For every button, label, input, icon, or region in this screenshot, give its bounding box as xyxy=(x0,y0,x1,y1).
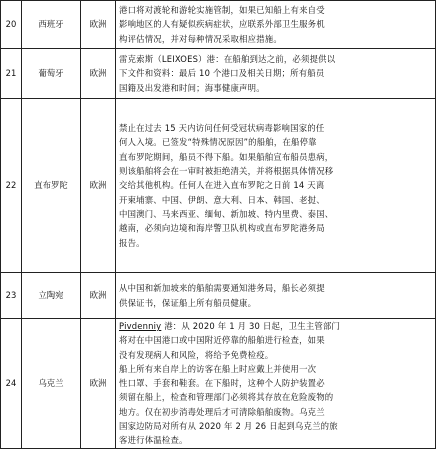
measure-line: 没有发现病人和风险，将给予免费检疫。 xyxy=(119,349,274,360)
measure-line: 交给其他机构。任何人在进入直布罗陀之日前 14 天离 xyxy=(119,180,325,191)
measure-line: 地方。仅在初步消毒处理后才可清除船舶废物。乌克兰 xyxy=(119,406,325,417)
measures-cell xyxy=(116,1,436,49)
measures-cell xyxy=(116,273,436,319)
region-cell: 欧洲 xyxy=(81,1,116,49)
table-body xyxy=(1,1,436,449)
country-cell: 直布罗陀 xyxy=(22,99,81,273)
measure-line: 雷克索斯（LEIXOES）港：在船舶到达之前，必须提供以 xyxy=(119,54,336,65)
measure-line: 开柬埔寨、中国、伊朗、意大利、日本、韩国、老挝、 xyxy=(119,194,325,205)
measure-line: 港口将对渡轮和游轮实施管制，如果已知船上有来自受 xyxy=(119,5,325,16)
measure-line: 直布罗陀期间，船员不得下船。如果船舶宣布船员患病， xyxy=(119,151,334,162)
row-number: 23 xyxy=(1,273,22,319)
port-name: Pivdenniy xyxy=(119,321,162,331)
measure-line: 从中国和新加坡来的船舶需要通知港务局，船长必须提 xyxy=(119,283,325,294)
region-cell: 欧洲 xyxy=(81,273,116,319)
measure-line: 禁止在过去 15 天内访问任何受冠状病毒影响国家的任 xyxy=(119,123,325,134)
measure-line: 影响地区的人有疑似疾病症状，应联系外部卫生服务机 xyxy=(119,19,325,30)
row-number: 21 xyxy=(1,49,22,99)
country-cell: 葡萄牙 xyxy=(22,49,81,99)
country-cell: 西班牙 xyxy=(22,1,81,49)
region-cell: 欧洲 xyxy=(81,319,116,449)
measure-line: 越南，必须向边境和海岸警卫队机构或直布罗陀港务局 xyxy=(119,223,325,234)
measure-line: 客进行体温检查。 xyxy=(119,435,188,446)
country-cell: 乌克兰 xyxy=(22,319,81,449)
measure-line: 须留在船上，检查和管理部门必须将其存放在危险废物的 xyxy=(119,392,334,403)
measure-line: 中国澳门、马来西亚、缅甸、新加坡、特内里费、泰国、 xyxy=(119,208,334,219)
measure-line: 供保证书，保证船上所有船员健康。 xyxy=(119,297,257,308)
table-row xyxy=(1,1,436,49)
region-cell: 欧洲 xyxy=(81,99,116,273)
measure-line: 将对在中国港口或中国附近停靠的船舶进行检查，如果 xyxy=(119,335,325,346)
measure-line: 性口罩、手套和鞋套。在下船时，这种个人防护装置必 xyxy=(119,378,325,389)
measure-line: 国家边防局对所有从 2020 年 2 月 26 日起到乌克兰的旅 xyxy=(119,421,338,432)
table-row xyxy=(1,99,436,273)
measure-line: 报告。 xyxy=(119,237,145,248)
measure-line: 国籍及出发港和时间；海事健康声明。 xyxy=(119,82,265,93)
measure-line: 何人入境。已签发“特殊情况原因”的船舶，在船停靠 xyxy=(119,137,317,148)
region-cell: 欧洲 xyxy=(81,49,116,99)
country-cell: 立陶宛 xyxy=(22,273,81,319)
row-number: 22 xyxy=(1,99,22,273)
measures-cell xyxy=(116,49,436,99)
row-number: 20 xyxy=(1,1,22,49)
table-row xyxy=(1,49,436,99)
measure-line: 下文件和资料：最后 10 个港口及相关日期；所有船员 xyxy=(119,68,325,79)
measure-line: 构评估情况，并对每种情况采取相应措施。 xyxy=(119,33,282,44)
table-row xyxy=(1,273,436,319)
measure-line: 则该船舶将会在一审时被拒绝清关，并将根据具体情况移 xyxy=(119,166,334,177)
measure-line: Pivdenniy 港：从 2020 年 1 月 30 日起，卫生主管部门 xyxy=(119,321,341,331)
row-number: 24 xyxy=(1,319,22,449)
measure-line: 船上所有来自岸上的访客在船上时应戴上并使用一次 xyxy=(119,363,317,374)
measures-cell xyxy=(116,99,436,273)
